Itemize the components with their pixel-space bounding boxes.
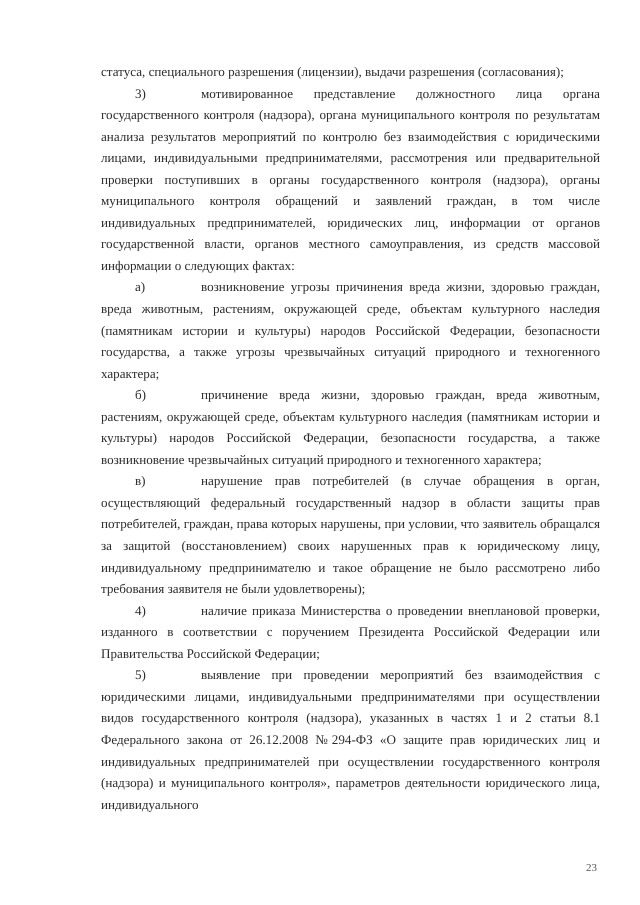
item-marker: б) [135, 387, 147, 403]
item-marker: 3) [135, 85, 146, 101]
paragraph-subitem-b [101, 384, 600, 470]
item-marker: 5) [135, 667, 146, 683]
paragraph-text: возникновение угрозы причинения вреда жизни, здоровью граждан, вреда животным, растениям, окружающей среде, объектам культурного наследия (памятникам истории и культуры) народов Российской Федерации, безопасности государства, а также угрозы чрезвычайных ситуаций природного и техногенного характера; [101, 279, 600, 381]
paragraph-text: выявление при проведении мероприятий без взаимодействия с юридическими лицами, индивидуальными предпринимателями при осуществлении видов государственного контроля (надзора), указанных в частях 1 и 2 статьи 8.1 Федерального закона от 26.12.2008 №294-ФЗ «О защите прав юридических лиц и индивидуальных предпринимателей при осуществлении государственного контроля (надзора) и муниципального контроля», параметров деятельности юридического лица, индивидуального [101, 667, 600, 812]
paragraph-item-5 [101, 664, 600, 815]
page-number: 23 [586, 862, 597, 874]
paragraph-item-3 [101, 83, 600, 277]
paragraph-text: причинение вреда жизни, здоровью граждан, вреда животным, растениям, окружающей среде, объектам культурного наследия (памятникам истории и культуры) народов Российской Федерации, безопасности государства, а также возникновение чрезвычайных ситуаций природного и техногенного характера; [101, 387, 600, 467]
paragraph-continuation [101, 61, 600, 83]
item-marker: в) [135, 473, 146, 489]
paragraph-subitem-v [101, 470, 600, 599]
document-text [101, 61, 600, 815]
paragraph-subitem-a [101, 276, 600, 384]
item-marker: 4) [135, 602, 146, 618]
paragraph-text: наличие приказа Министерства о проведении внеплановой проверки, изданного в соответствии с поручением Президента Российской Федерации или Правительства Российской Федерации; [101, 602, 600, 661]
paragraph-text: нарушение прав потребителей (в случае обращения в орган, осуществляющий федеральный государственный надзор в области защиты прав потребителей, граждан, права которых нарушены, при условии, что заявитель обращался за защитой (восстановлением) своих нарушенных прав к юридическому лицу, индивидуальному предпринимателю и такое обращение не было рассмотрено либо требования заявителя не были удовлетворены); [101, 473, 600, 597]
paragraph-text: статуса, специального разрешения (лицензии), выдачи разрешения (согласования); [101, 64, 564, 79]
paragraph-item-4 [101, 600, 600, 665]
item-marker: а) [135, 279, 146, 295]
paragraph-text: мотивированное представление должностного лица органа государственного контроля (надзора), органа муниципального контроля по результатам анализа результатов мероприятий по контролю без взаимодействия с юридическими лицами, индивидуальными предпринимателями, рассмотрения или предварительной проверки поступивших в органы государственного контроля (надзора), органы муниципального контроля обращений и заявлений граждан, в том числе индивидуальных предпринимателей, юридических лиц, информации от органов государственной власти, органов местного самоуправления, из средств массовой информации о следующих фактах: [101, 85, 600, 273]
